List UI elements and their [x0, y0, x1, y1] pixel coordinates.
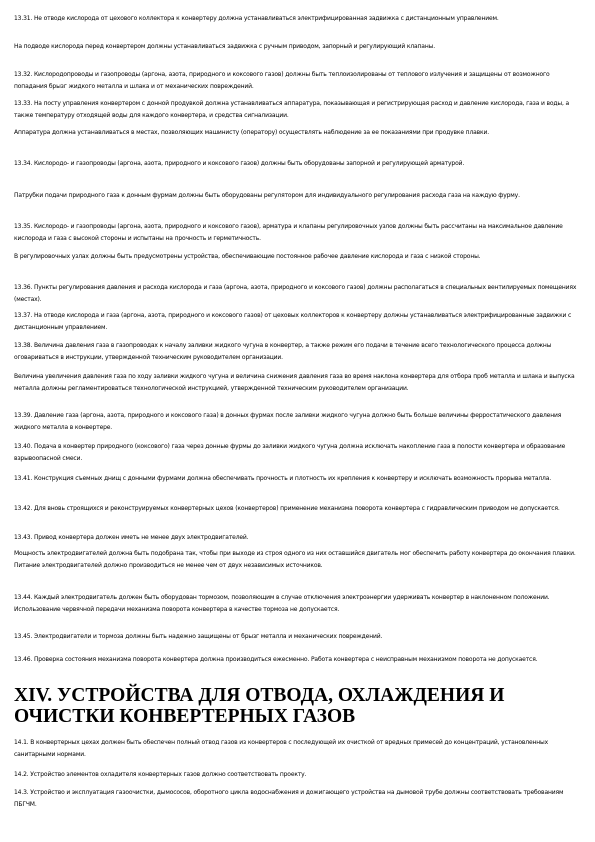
paragraph-13-37: 13.37. На отводе кислорода и газа (аргона, азота, природного и коксового газов) от цеховых коллекторов к конвертеру должны устанавливаться электрифицированные задвижки с дистанционным управлением.	[14, 312, 572, 331]
paragraph-14-3: 14.3. Устройство и эксплуатация газоочистки, дымососов, оборотного цикла водоснабжения и дожигающего устройства на дымовой трубе должны соответствовать требованиям ПБГЧМ.	[14, 789, 564, 808]
paragraph-13-32: 13.32. Кислородопроводы и газопроводы (аргона, азота, природного и коксового газов) должны быть теплоизолированы от теплового излучения и защищены от возможного попадания брызг жидкого металла и шлака и от механических повреждений.	[14, 71, 550, 90]
paragraph-13-34-cont: Патрубки подачи природного газа к донным фурмам должны быть оборудованы регулятором для индивидуального регулирования расхода газа на каждую фурму.	[14, 192, 520, 199]
paragraph-13-36: 13.36. Пункты регулирования давления и расхода кислорода и газа (аргона, азота, природного и коксового газов) должны располагаться в специальных вентилируемых помещениях (местах).	[14, 284, 577, 303]
paragraph-13-45: 13.45. Электродвигатели и тормоза должны быть надежно защищены от брызг металла и механических повреждений.	[14, 633, 383, 640]
paragraph-13-42: 13.42. Для вновь строящихся и реконструируемых конвертерных цехов (конвертеров) применение механизма поворота конвертера с гидравлическим приводом не допускается.	[14, 505, 560, 512]
paragraph-13-40: 13.40. Подача в конвертер природного (коксового) газа через донные фурмы до заливки жидкого чугуна должна исключать накопление газа в полости конвертера и образование взрывоопасной смеси.	[14, 443, 566, 462]
paragraph-13-35-cont: В регулировочных узлах должны быть предусмотрены устройства, обеспечивающие постоянное рабочее давление кислорода и газа с низкой стороны.	[14, 253, 481, 260]
paragraph-13-35: 13.35. Кислородо- и газопроводы (аргона, азота, природного и коксового газов), арматура и клапаны регулировочных узлов должны быть рассчитаны на максимальное давление кислорода и газа с высокой стороны и испытаны на прочность и герметичность.	[14, 223, 563, 242]
paragraph-13-31: 13.31. Не отводе кислорода от цехового коллектора к конвертеру должна устанавливаться электрифицированная задвижка с дистанционным управлением.	[14, 15, 499, 22]
paragraph-13-39: 13.39. Давление газа (аргона, азота, природного и коксового газа) в донных фурмах после заливки жидкого чугуна должно быть больше величины ферростатического давления жидкого металла в конвертере.	[14, 412, 562, 431]
paragraph-13-33: 13.33. На посту управления конвертером с донной продувкой должна устанавливаться аппаратура, показывающая и регистрирующая расход и давление кислорода, газа и воды, а также температуру отходящей воды для каждого конвертера, и средства сигнализации.	[14, 100, 570, 119]
paragraph-13-44: 13.44. Каждый электродвигатель должен быть оборудован тормозом, позволяющим в случае отключения электроэнергии удерживать конвертер в наклоненном положении. Использование червячной передачи механизма поворота конвертера в качестве тормоза не допускается.	[14, 594, 550, 613]
paragraph-14-1: 14.1. В конвертерных цехах должен быть обеспечен полный отвод газов из конвертеров с последующей их очисткой от вредных примесей до концентраций, установленных санитарными нормами.	[14, 739, 549, 758]
paragraph-13-38: 13.38. Величина давления газа в газопроводах к началу заливки жидкого чугуна в конвертер, а также режим его подачи в течение всего технологического процесса должны оговариваться в инструкции, утвержденной техническим руководителем организации.	[14, 342, 552, 361]
paragraph-13-31-cont: На подводе кислорода перед конвертером должны устанавливаться задвижка с ручным приводом, запорный и регулирующий клапаны.	[14, 43, 435, 50]
paragraph-13-46: 13.46. Проверка состояния механизма поворота конвертера должна производиться ежесменно. Работа конвертера с неисправным механизмом поворота не допускается.	[14, 656, 538, 663]
paragraph-13-34: 13.34. Кислородо- и газопроводы (аргона, азота, природного и коксового газов) должны быть оборудованы запорной и регулирующей арматурой.	[14, 160, 465, 167]
paragraph-14-2: 14.2. Устройство элементов охладителя конвертерных газов должно соответствовать проекту.	[14, 771, 307, 778]
paragraph-13-33-cont: Аппаратура должна устанавливаться в местах, позволяющих машинисту (оператору) осуществлять наблюдение за ее показаниями при продувке плавки.	[14, 129, 490, 136]
paragraph-13-43-cont: Мощность электродвигателей должна быть подобрана так, чтобы при выходе из строя одного из них оставшийся двигатель мог обеспечить работу конвертера до окончания плавки. Питание электродвигателей должно производиться не менее чем от двух независимых источников.	[14, 550, 576, 569]
section-heading-xiv: XIV. УСТРОЙСТВА ДЛЯ ОТВОДА, ОХЛАЖДЕНИЯ И ОЧИСТКИ КОНВЕРТЕРНЫХ ГАЗОВ	[14, 685, 505, 727]
paragraph-13-38-cont: Величина увеличения давления газа по ходу заливки жидкого чугуна и величина снижения давления газа во время наклона конвертера для отбора проб металла и шлака и выпуска металла должны регламентироваться технологической инструкцией, утвержденной техническим руководителем организации.	[14, 373, 575, 392]
paragraph-13-43: 13.43. Привод конвертера должен иметь не менее двух электродвигателей.	[14, 534, 249, 541]
paragraph-13-41: 13.41. Конструкция съемных днищ с донными фурмами должна обеспечивать прочность и плотность их крепления к конвертеру и исключать возможность прорыва металла.	[14, 475, 551, 482]
